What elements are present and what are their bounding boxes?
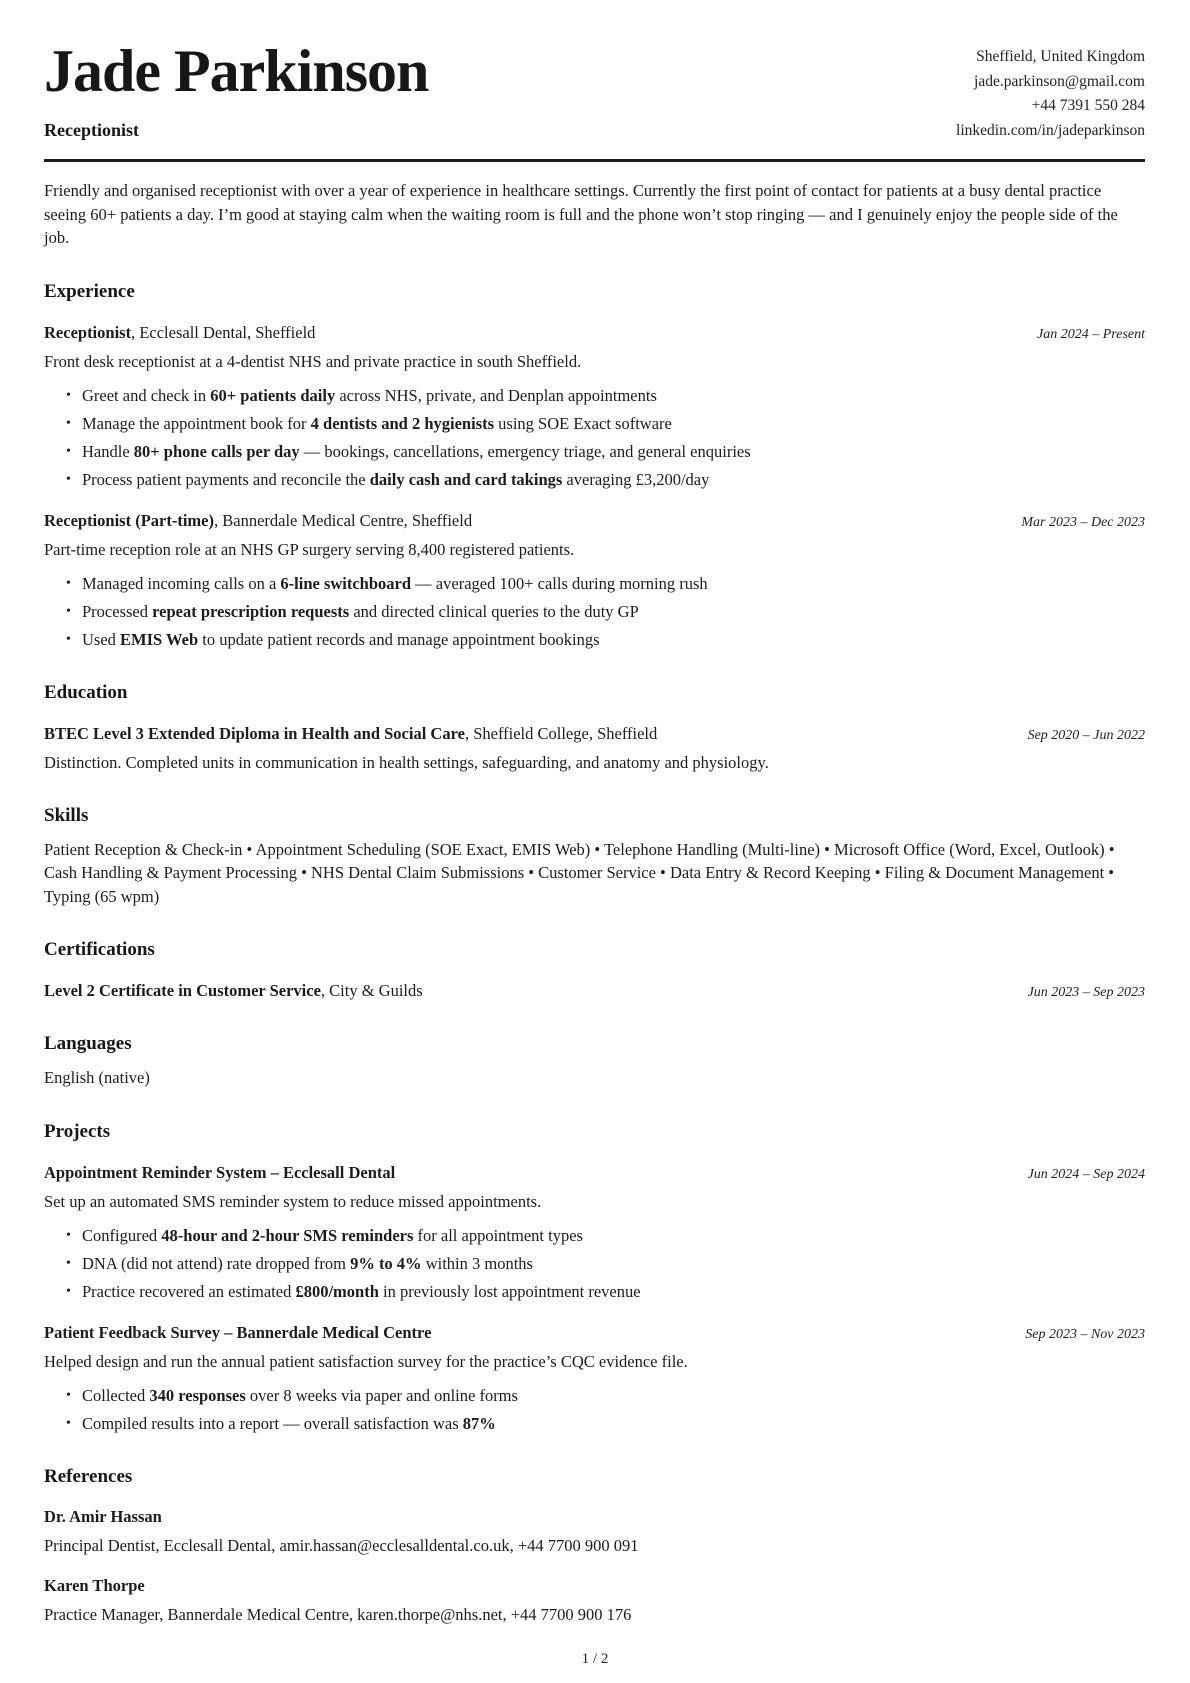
project-entry [44, 1161, 1145, 1303]
bullet-item: • Compiled results into a report — overall satisfaction was 87% [44, 1412, 1145, 1435]
job-bullet-list [44, 572, 1145, 651]
certification-title-line [44, 979, 423, 1002]
job-header [44, 509, 1145, 532]
bullet-item: • Managed incoming calls on a 6-line switchboard — averaged 100+ calls during morning rush [44, 572, 1145, 595]
contact-phone: +44 7391 550 284 [1031, 97, 1145, 114]
experience-entry [44, 509, 1145, 651]
project-header [44, 1321, 1145, 1344]
header-identity [44, 40, 428, 141]
education-dates: Sep 2020 – Jun 2022 [1027, 727, 1145, 743]
bullet-item: • Process patient payments and reconcile the daily cash and card takings averaging £3,200/day [44, 468, 1145, 491]
job-header [44, 321, 1145, 344]
bullet-item: • Practice recovered an estimated £800/month in previously lost appointment revenue [44, 1280, 1145, 1303]
education-org: , Sheffield College, Sheffield [464, 723, 658, 743]
project-entry [44, 1321, 1145, 1435]
contact-location: Sheffield, United Kingdom [976, 48, 1145, 65]
job-dates: Mar 2023 – Dec 2023 [1021, 514, 1145, 530]
languages-text: English (native) [44, 1068, 150, 1087]
certification-name: Level 2 Certificate in Customer Service [44, 981, 321, 1000]
section-heading-references: References [44, 1465, 133, 1487]
section-heading-skills: Skills [44, 804, 89, 826]
education-header [44, 722, 1145, 745]
reference-detail: Principal Dentist, Ecclesall Dental, amir.hassan@ecclesalldental.co.uk, +44 7700 900 091 [44, 1535, 639, 1555]
reference-name: Karen Thorpe [44, 1575, 145, 1595]
section-heading-education: Education [44, 681, 128, 703]
job-title-line [44, 321, 315, 344]
bullet-item: • Collected 340 responses over 8 weeks via paper and online forms [44, 1384, 1145, 1407]
education-title-line [44, 722, 657, 745]
reference-name: Dr. Amir Hassan [44, 1506, 162, 1526]
experience-entry [44, 321, 1145, 491]
contact-linkedin: linkedin.com/in/jadeparkinson [956, 121, 1145, 139]
job-org: , Ecclesall Dental, Sheffield [131, 322, 316, 342]
job-description: Front desk receptionist at a 4-dentist NHS and private practice in south Sheffield. [44, 351, 582, 371]
bullet-item: • Used EMIS Web to update patient records and manage appointment bookings [44, 628, 1145, 651]
project-title: Patient Feedback Survey – Bannerdale Medical Centre [44, 1322, 432, 1342]
bullet-item: • Configured 48-hour and 2-hour SMS reminders for all appointment types [44, 1224, 1145, 1247]
project-title: Appointment Reminder System – Ecclesall Dental [44, 1162, 396, 1182]
header [44, 40, 1145, 143]
summary-paragraph: Friendly and organised receptionist with over a year of experience in healthcare settings. Currently the first point of contact for patients at a busy dental practice seeing 60+ patients a day. I’m good at staying calm when the waiting room is full and the phone won’t stop ringing — and I genuinely enjoy the people side of the job. [44, 181, 1118, 247]
reference-detail: Practice Manager, Bannerdale Medical Centre, karen.thorpe@nhs.net, +44 7700 900 176 [44, 1604, 632, 1624]
job-bullet-list [44, 384, 1145, 491]
skills-list: Patient Reception & Check-in • Appointment Scheduling (SOE Exact, EMIS Web) • Telephone Handling (Multi-line) • Microsoft Office (Word, Excel, Outlook) • Cash Handling & Payment Processing • NHS Dental Claim Submissions • Customer Service • Data Entry & Record Keeping • Filing & Document Management • Typing (65 wpm) [44, 839, 1115, 906]
project-description: Set up an automated SMS reminder system to reduce missed appointments. [44, 1191, 542, 1211]
section-heading-languages: Languages [44, 1033, 132, 1054]
job-org: , Bannerdale Medical Centre, Sheffield [213, 510, 473, 530]
job-title-line [44, 509, 472, 532]
certification-dates: Jun 2023 – Sep 2023 [1027, 985, 1145, 1000]
bullet-item: • Greet and check in 60+ patients daily across NHS, private, and Denplan appointments [44, 384, 1145, 407]
bullet-item: • DNA (did not attend) rate dropped from 9% to 4% within 3 months [44, 1252, 1145, 1275]
section-heading-certifications: Certifications [44, 939, 155, 960]
job-title: Receptionist [44, 322, 132, 342]
page-number: 1 / 2 [581, 1651, 609, 1667]
person-name: Jade Parkinson [44, 38, 429, 104]
reference-entry [44, 1574, 1145, 1626]
reference-entry [44, 1505, 1145, 1557]
certification-header [44, 979, 1145, 1002]
certification-entry [44, 979, 1145, 1002]
certification-org: , City & Guilds [320, 981, 423, 1000]
section-heading-projects: Projects [44, 1120, 111, 1142]
job-dates: Jan 2024 – Present [1037, 326, 1145, 342]
header-divider [44, 159, 1145, 162]
job-title: Receptionist (Part-time) [44, 510, 214, 530]
person-role: Receptionist [44, 120, 139, 140]
job-description: Part-time reception role at an NHS GP surgery serving 8,400 registered patients. [44, 539, 575, 559]
contact-email: jade.parkinson@gmail.com [974, 72, 1145, 90]
project-description: Helped design and run the annual patient satisfaction survey for the practice’s CQC evidence file. [44, 1351, 688, 1371]
project-dates: Jun 2024 – Sep 2024 [1027, 1166, 1145, 1182]
project-header [44, 1161, 1145, 1184]
bullet-item: • Manage the appointment book for 4 dentists and 2 hygienists using SOE Exact software [44, 412, 1145, 435]
contact-block [956, 40, 1145, 143]
project-bullet-list [44, 1384, 1145, 1435]
project-dates: Sep 2023 – Nov 2023 [1025, 1326, 1145, 1342]
bullet-item: • Processed repeat prescription requests and directed clinical queries to the duty GP [44, 600, 1145, 623]
education-description: Distinction. Completed units in communication in health settings, safeguarding, and anatomy and physiology. [44, 752, 769, 772]
section-heading-experience: Experience [44, 280, 135, 302]
project-title-line [44, 1161, 395, 1184]
education-degree: BTEC Level 3 Extended Diploma in Health and Social Care [44, 723, 465, 743]
bullet-item: • Handle 80+ phone calls per day — bookings, cancellations, emergency triage, and general enquiries [44, 440, 1145, 463]
project-title-line [44, 1321, 431, 1344]
education-entry [44, 722, 1145, 774]
project-bullet-list [44, 1224, 1145, 1303]
